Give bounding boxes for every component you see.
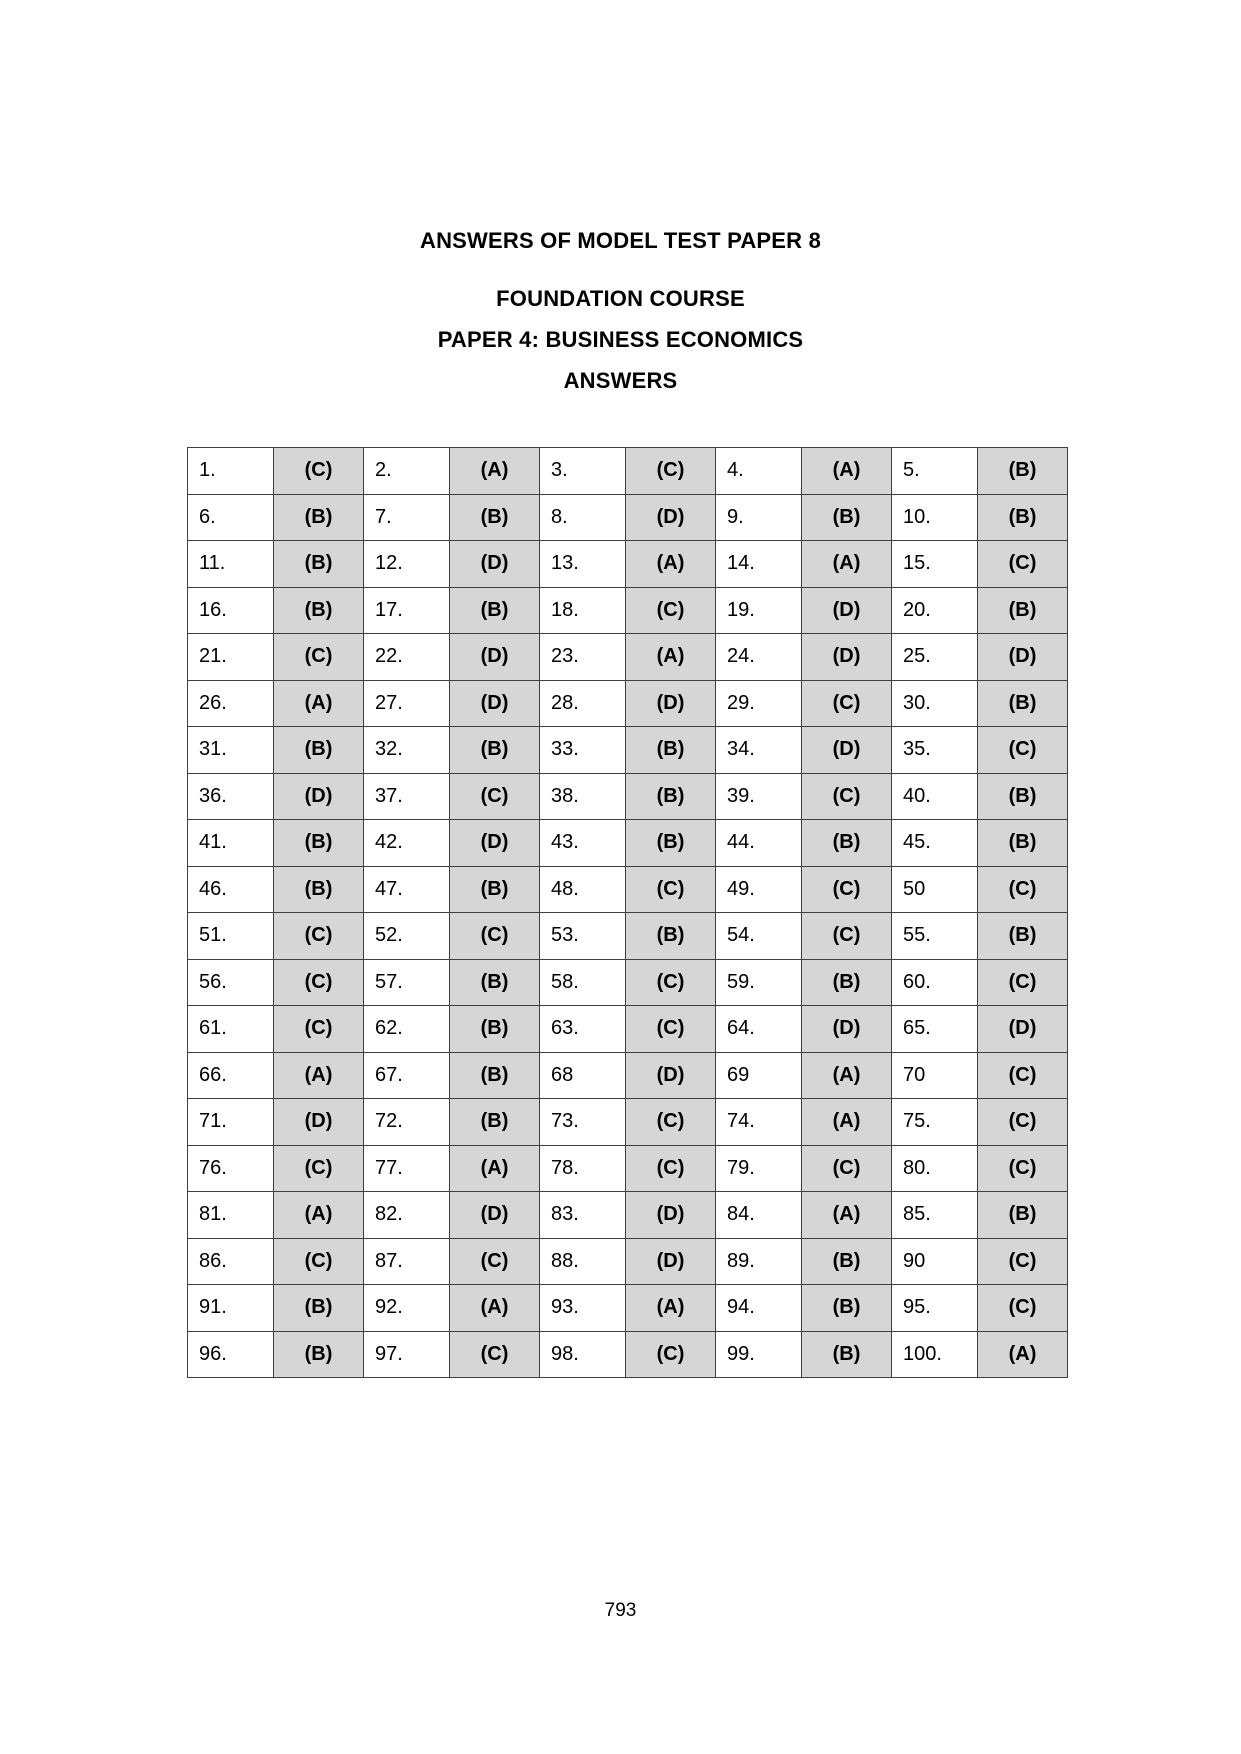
question-number-cell: 14. [716,541,802,588]
question-number-cell: 87. [364,1238,450,1285]
table-row [188,1331,1068,1378]
question-number-cell: 83. [540,1192,626,1239]
question-number-cell: 40. [892,773,978,820]
answer-key-table-body [188,448,1068,1378]
answers-heading: ANSWERS [563,368,678,393]
question-number-cell: 50 [892,866,978,913]
answer-cell: (A) [626,634,716,681]
question-number-cell: 2. [364,448,450,495]
question-number-cell: 7. [364,494,450,541]
answer-cell: (B) [626,773,716,820]
question-number-cell: 49. [716,866,802,913]
answer-cell: (A) [802,1192,892,1239]
answer-cell: (B) [802,959,892,1006]
question-number-cell: 61. [188,1006,274,1053]
table-row [188,1052,1068,1099]
answer-cell: (B) [978,448,1068,495]
question-number-cell: 53. [540,913,626,960]
question-number-cell: 68 [540,1052,626,1099]
answer-cell: (C) [978,1052,1068,1099]
answer-cell: (C) [978,959,1068,1006]
table-row [188,773,1068,820]
answer-cell: (C) [978,727,1068,774]
answer-cell: (B) [450,1099,540,1146]
question-number-cell: 9. [716,494,802,541]
question-number-cell: 93. [540,1285,626,1332]
question-number-cell: 27. [364,680,450,727]
question-number-cell: 54. [716,913,802,960]
answer-cell: (C) [802,680,892,727]
answer-cell: (B) [626,727,716,774]
question-number-cell: 22. [364,634,450,681]
question-number-cell: 59. [716,959,802,1006]
answer-cell: (A) [802,1099,892,1146]
table-row [188,1285,1068,1332]
table-row [188,541,1068,588]
answer-cell: (C) [802,866,892,913]
answer-cell: (A) [802,448,892,495]
question-number-cell: 13. [540,541,626,588]
answer-cell: (C) [274,1006,364,1053]
answer-cell: (D) [626,494,716,541]
answer-cell: (A) [626,1285,716,1332]
answer-cell: (A) [802,1052,892,1099]
answer-cell: (B) [450,866,540,913]
answer-cell: (B) [802,494,892,541]
question-number-cell: 99. [716,1331,802,1378]
question-number-cell: 75. [892,1099,978,1146]
answer-cell: (D) [978,1006,1068,1053]
table-row [188,494,1068,541]
question-number-cell: 90 [892,1238,978,1285]
table-row [188,1006,1068,1053]
question-number-cell: 66. [188,1052,274,1099]
question-number-cell: 15. [892,541,978,588]
question-number-cell: 43. [540,820,626,867]
answer-cell: (B) [450,727,540,774]
answer-cell: (C) [978,1238,1068,1285]
question-number-cell: 10. [892,494,978,541]
question-number-cell: 56. [188,959,274,1006]
question-number-cell: 5. [892,448,978,495]
page-number: 793 [604,1600,637,1621]
question-number-cell: 31. [188,727,274,774]
answer-cell: (B) [978,1192,1068,1239]
question-number-cell: 30. [892,680,978,727]
question-number-cell: 85. [892,1192,978,1239]
question-number-cell: 63. [540,1006,626,1053]
answer-cell: (A) [450,1285,540,1332]
answer-cell: (C) [978,866,1068,913]
question-number-cell: 45. [892,820,978,867]
answer-cell: (C) [978,1285,1068,1332]
question-number-cell: 82. [364,1192,450,1239]
answer-cell: (B) [802,820,892,867]
answer-cell: (C) [978,1099,1068,1146]
paper-title: PAPER 4: BUSINESS ECONOMICS [437,327,804,352]
answer-cell: (B) [274,1331,364,1378]
question-number-cell: 38. [540,773,626,820]
answer-cell: (A) [274,1052,364,1099]
answer-cell: (B) [626,820,716,867]
answer-cell: (C) [626,1331,716,1378]
answer-cell: (B) [274,820,364,867]
answer-cell: (C) [626,1099,716,1146]
question-number-cell: 62. [364,1006,450,1053]
question-number-cell: 70 [892,1052,978,1099]
answer-cell: (D) [450,820,540,867]
answer-cell: (B) [626,913,716,960]
answer-cell: (D) [626,1052,716,1099]
table-row [188,866,1068,913]
question-number-cell: 39. [716,773,802,820]
question-number-cell: 42. [364,820,450,867]
question-number-cell: 74. [716,1099,802,1146]
answer-cell: (C) [626,866,716,913]
question-number-cell: 37. [364,773,450,820]
question-number-cell: 78. [540,1145,626,1192]
question-number-cell: 52. [364,913,450,960]
answer-cell: (B) [978,773,1068,820]
question-number-cell: 3. [540,448,626,495]
answer-cell: (D) [274,773,364,820]
answer-cell: (D) [274,1099,364,1146]
answer-cell: (C) [626,448,716,495]
answer-cell: (B) [450,494,540,541]
answer-cell: (C) [450,913,540,960]
question-number-cell: 6. [188,494,274,541]
table-row [188,820,1068,867]
table-row [188,1145,1068,1192]
answer-cell: (B) [274,494,364,541]
question-number-cell: 51. [188,913,274,960]
answer-cell: (A) [626,541,716,588]
answer-cell: (B) [450,1006,540,1053]
question-number-cell: 17. [364,587,450,634]
question-number-cell: 67. [364,1052,450,1099]
answer-cell: (C) [626,1006,716,1053]
answer-cell: (A) [802,541,892,588]
question-number-cell: 26. [188,680,274,727]
question-number-cell: 23. [540,634,626,681]
answer-cell: (D) [450,634,540,681]
answer-cell: (B) [450,587,540,634]
question-number-cell: 32. [364,727,450,774]
question-number-cell: 81. [188,1192,274,1239]
answer-cell: (C) [802,1145,892,1192]
answer-cell: (D) [626,1192,716,1239]
question-number-cell: 94. [716,1285,802,1332]
answer-cell: (C) [450,773,540,820]
question-number-cell: 28. [540,680,626,727]
answer-cell: (C) [450,1238,540,1285]
table-row [188,1238,1068,1285]
question-number-cell: 44. [716,820,802,867]
question-number-cell: 57. [364,959,450,1006]
question-number-cell: 8. [540,494,626,541]
question-number-cell: 98. [540,1331,626,1378]
answer-cell: (C) [274,913,364,960]
question-number-cell: 92. [364,1285,450,1332]
answer-cell: (B) [274,541,364,588]
question-number-cell: 95. [892,1285,978,1332]
answer-cell: (C) [626,587,716,634]
answer-cell: (D) [802,587,892,634]
answer-cell: (C) [274,634,364,681]
table-row [188,680,1068,727]
answer-cell: (D) [450,680,540,727]
answer-cell: (C) [802,913,892,960]
question-number-cell: 47. [364,866,450,913]
answer-cell: (D) [626,1238,716,1285]
course-title: FOUNDATION COURSE [496,286,745,311]
question-number-cell: 73. [540,1099,626,1146]
answer-cell: (A) [274,680,364,727]
answer-cell: (D) [978,634,1068,681]
table-row [188,634,1068,681]
question-number-cell: 18. [540,587,626,634]
table-row [188,913,1068,960]
question-number-cell: 24. [716,634,802,681]
question-number-cell: 55. [892,913,978,960]
answer-cell: (C) [626,1145,716,1192]
answer-cell: (B) [978,820,1068,867]
question-number-cell: 60. [892,959,978,1006]
question-number-cell: 71. [188,1099,274,1146]
answer-cell: (D) [626,680,716,727]
question-number-cell: 20. [892,587,978,634]
answer-cell: (A) [978,1331,1068,1378]
answer-cell: (C) [274,448,364,495]
answer-cell: (C) [978,1145,1068,1192]
question-number-cell: 11. [188,541,274,588]
table-row [188,587,1068,634]
answer-cell: (B) [978,494,1068,541]
question-number-cell: 100. [892,1331,978,1378]
question-number-cell: 21. [188,634,274,681]
answer-cell: (D) [802,727,892,774]
answer-cell: (C) [274,1145,364,1192]
question-number-cell: 36. [188,773,274,820]
question-number-cell: 97. [364,1331,450,1378]
answer-cell: (D) [450,541,540,588]
answer-cell: (C) [450,1331,540,1378]
answer-cell: (B) [978,680,1068,727]
answer-cell: (C) [626,959,716,1006]
question-number-cell: 84. [716,1192,802,1239]
question-number-cell: 65. [892,1006,978,1053]
answer-cell: (B) [274,866,364,913]
answer-key-table [187,447,1068,1378]
table-row [188,1192,1068,1239]
question-number-cell: 34. [716,727,802,774]
answer-cell: (B) [802,1331,892,1378]
answer-cell: (A) [274,1192,364,1239]
table-row [188,727,1068,774]
question-number-cell: 69 [716,1052,802,1099]
question-number-cell: 33. [540,727,626,774]
answer-cell: (C) [274,959,364,1006]
table-row [188,959,1068,1006]
answer-cell: (B) [450,1052,540,1099]
question-number-cell: 35. [892,727,978,774]
answer-cell: (B) [978,587,1068,634]
question-number-cell: 25. [892,634,978,681]
question-number-cell: 16. [188,587,274,634]
question-number-cell: 64. [716,1006,802,1053]
question-number-cell: 80. [892,1145,978,1192]
question-number-cell: 88. [540,1238,626,1285]
answer-cell: (B) [274,1285,364,1332]
answer-cell: (B) [274,727,364,774]
question-number-cell: 58. [540,959,626,1006]
answer-cell: (B) [802,1238,892,1285]
answer-cell: (B) [274,587,364,634]
question-number-cell: 19. [716,587,802,634]
question-number-cell: 89. [716,1238,802,1285]
answer-cell: (B) [802,1285,892,1332]
question-number-cell: 12. [364,541,450,588]
document-title: ANSWERS OF MODEL TEST PAPER 8 [419,228,822,253]
question-number-cell: 29. [716,680,802,727]
question-number-cell: 77. [364,1145,450,1192]
answer-cell: (C) [802,773,892,820]
table-row [188,448,1068,495]
question-number-cell: 46. [188,866,274,913]
question-number-cell: 4. [716,448,802,495]
question-number-cell: 1. [188,448,274,495]
question-number-cell: 79. [716,1145,802,1192]
answer-cell: (C) [978,541,1068,588]
question-number-cell: 91. [188,1285,274,1332]
question-number-cell: 72. [364,1099,450,1146]
answer-cell: (D) [802,1006,892,1053]
answer-cell: (D) [450,1192,540,1239]
answer-cell: (D) [802,634,892,681]
question-number-cell: 96. [188,1331,274,1378]
answer-cell: (C) [274,1238,364,1285]
question-number-cell: 86. [188,1238,274,1285]
answer-cell: (B) [450,959,540,1006]
question-number-cell: 48. [540,866,626,913]
answer-cell: (B) [978,913,1068,960]
table-row [188,1099,1068,1146]
answer-cell: (A) [450,448,540,495]
question-number-cell: 76. [188,1145,274,1192]
question-number-cell: 41. [188,820,274,867]
answer-cell: (A) [450,1145,540,1192]
